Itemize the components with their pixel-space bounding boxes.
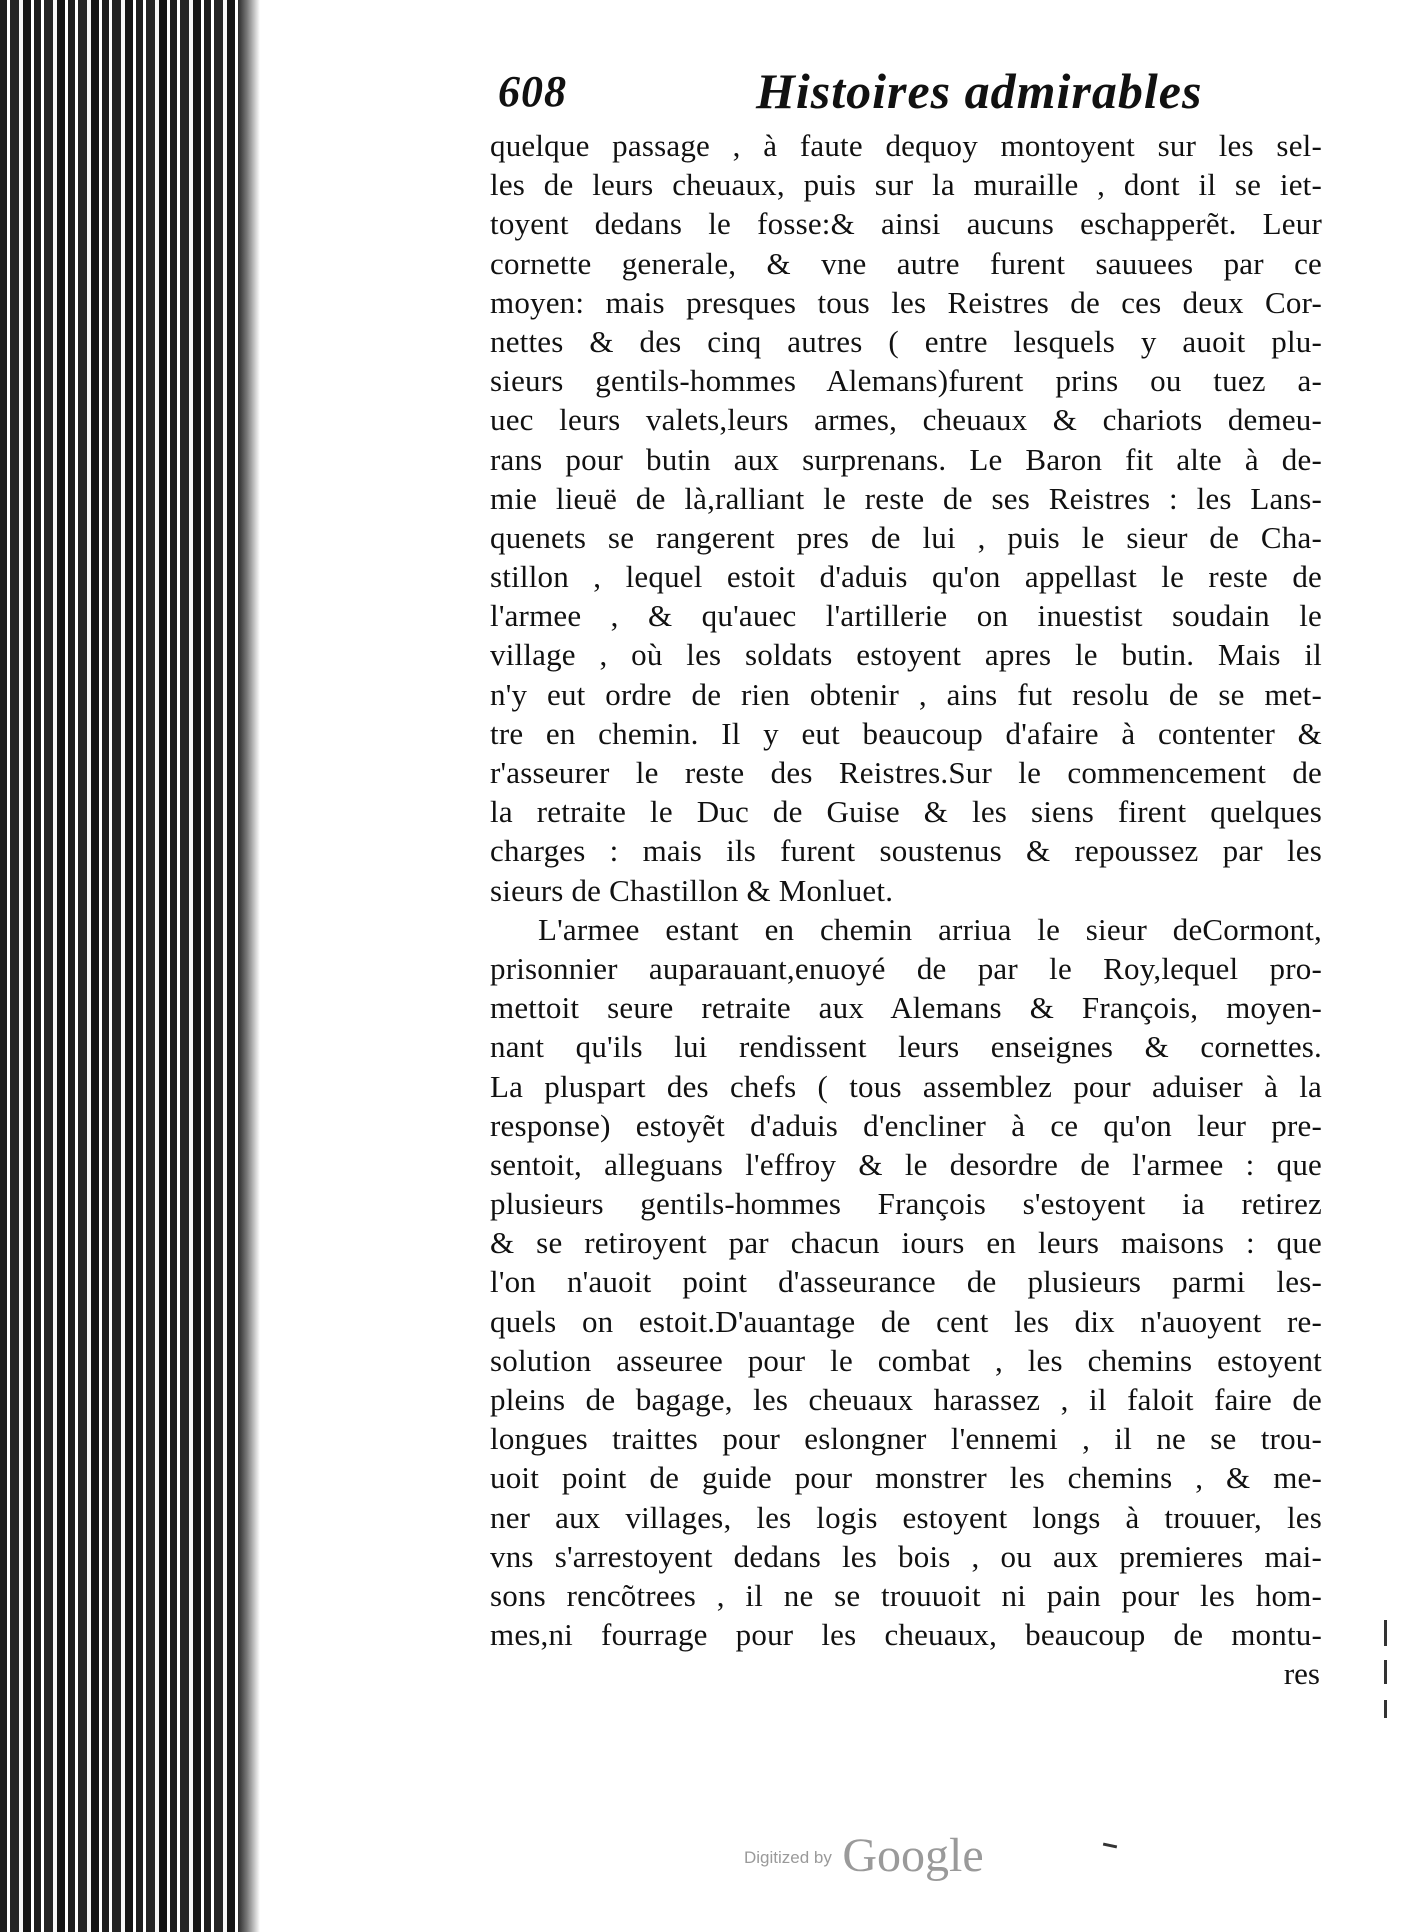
digitization-watermark: [744, 1828, 984, 1883]
text-line: sentoit, alleguans l'effroy & le desordre de l'armee : que: [490, 1146, 1322, 1182]
text-line: l'on n'auoit point d'asseurance de plusieurs parmi les-: [490, 1264, 1322, 1300]
text-line: mie lieuë de là,ralliant le reste de ses Reistres : les Lans-: [490, 480, 1322, 516]
text-line: cornette generale, & vne autre furent sauuees par ce: [490, 245, 1322, 281]
text-line: tre en chemin. Il y eut beaucoup d'afaire à contenter &: [490, 715, 1322, 751]
text-line: r'asseurer le reste des Reistres.Sur le commencement de: [490, 755, 1322, 790]
text-line: rans pour butin aux surprenans. Le Baron fit alte à de-: [490, 441, 1322, 477]
text-line: ner aux villages, les logis estoyent longs à trouuer, les: [490, 1499, 1322, 1535]
catchword: res: [1283, 1656, 1320, 1692]
text-line: charges : mais ils furent soustenus & repoussez par les: [490, 833, 1322, 869]
text-line: response) estoyẽt d'aduis d'encliner à ce qu'on leur pre-: [490, 1107, 1322, 1143]
page-number: 608: [498, 67, 567, 116]
text-line: quenets se rangerent pres de lui , puis le sieur de Cha-: [490, 519, 1322, 555]
text-line: sons rencõtrees , il ne se trouuoit ni pain pour les hom-: [490, 1577, 1322, 1613]
running-title: Histoires admirables: [756, 63, 1203, 119]
google-logo: Google: [842, 1829, 984, 1882]
text-line: pleins de bagage, les cheuaux harassez , il faloit faire de: [490, 1382, 1322, 1417]
text-line: sieurs gentils-hommes Alemans)furent prins ou tuez a-: [490, 363, 1322, 399]
text-line: l'armee , & qu'auec l'artillerie on inuestist soudain le: [490, 598, 1322, 634]
text-line: uoit point de guide pour monstrer les chemins , & me-: [490, 1460, 1322, 1496]
margin-mark: [1384, 1620, 1387, 1646]
text-line: La pluspart des chefs ( tous assemblez pour aduiser à la: [490, 1068, 1322, 1104]
text-line: longues traittes pour eslongner l'ennemi , il ne se trou-: [490, 1421, 1322, 1457]
text-line: mes,ni fourrage pour les cheuaux, beaucoup de montu-: [490, 1617, 1322, 1653]
text-line: vns s'arrestoyent dedans les bois , ou aux premieres mai-: [490, 1538, 1322, 1574]
page-text-block: [490, 56, 1322, 1694]
text-line: les de leurs cheuaux, puis sur la muraille , dont il se iet-: [490, 167, 1322, 203]
running-head: [490, 56, 1322, 122]
text-line: & se retiroyent par chacun iours en leurs maisons : que: [490, 1225, 1322, 1261]
text-line: toyent dedans le fosse:& ainsi aucuns eschapperẽt. Leur: [490, 206, 1322, 242]
text-line: mettoit seure retraite aux Alemans & François, moyen-: [490, 990, 1322, 1026]
text-line: stillon , lequel estoit d'aduis qu'on appellast le reste de: [490, 559, 1322, 595]
margin-mark: [1384, 1700, 1387, 1718]
text-line: n'y eut ordre de rien obtenir , ains fut resolu de se met-: [490, 676, 1322, 712]
text-line: quels on estoit.D'auantage de cent les dix n'auoyent re-: [490, 1303, 1322, 1339]
text-line-paragraph-end: sieurs de Chastillon & Monluet.: [490, 872, 894, 908]
text-line: la retraite le Duc de Guise & les siens firent quelques: [490, 794, 1322, 830]
text-line: uec leurs valets,leurs armes, cheuaux & chariots demeu-: [490, 402, 1322, 438]
text-line: prisonnier auparauant,enuoyé de par le Roy,lequel pro-: [490, 950, 1322, 986]
text-line: moyen: mais presques tous les Reistres de ces deux Cor-: [490, 284, 1322, 320]
digitized-by-label: Digitized by: [744, 1848, 832, 1867]
text-line: solution asseuree pour le combat , les chemins estoyent: [490, 1342, 1322, 1378]
stray-mark: [1103, 1843, 1117, 1849]
text-line: nettes & des cinq autres ( entre lesquels y auoit plu-: [490, 323, 1322, 359]
text-line: nant qu'ils lui rendissent leurs enseignes & cornettes.: [490, 1029, 1322, 1065]
binding-gutter-shadow: [0, 0, 238, 1932]
binding-gutter-edge: [238, 0, 260, 1932]
text-line: quelque passage , à faute dequoy montoyent sur les sel-: [490, 128, 1322, 163]
text-line: plusieurs gentils-hommes François s'estoyent ia retirez: [490, 1186, 1322, 1222]
margin-mark: [1384, 1660, 1387, 1684]
text-line-paragraph-start: L'armee estant en chemin arriua le sieur deCormont,: [538, 911, 1322, 947]
text-line: village , où les soldats estoyent apres le butin. Mais il: [490, 637, 1322, 673]
